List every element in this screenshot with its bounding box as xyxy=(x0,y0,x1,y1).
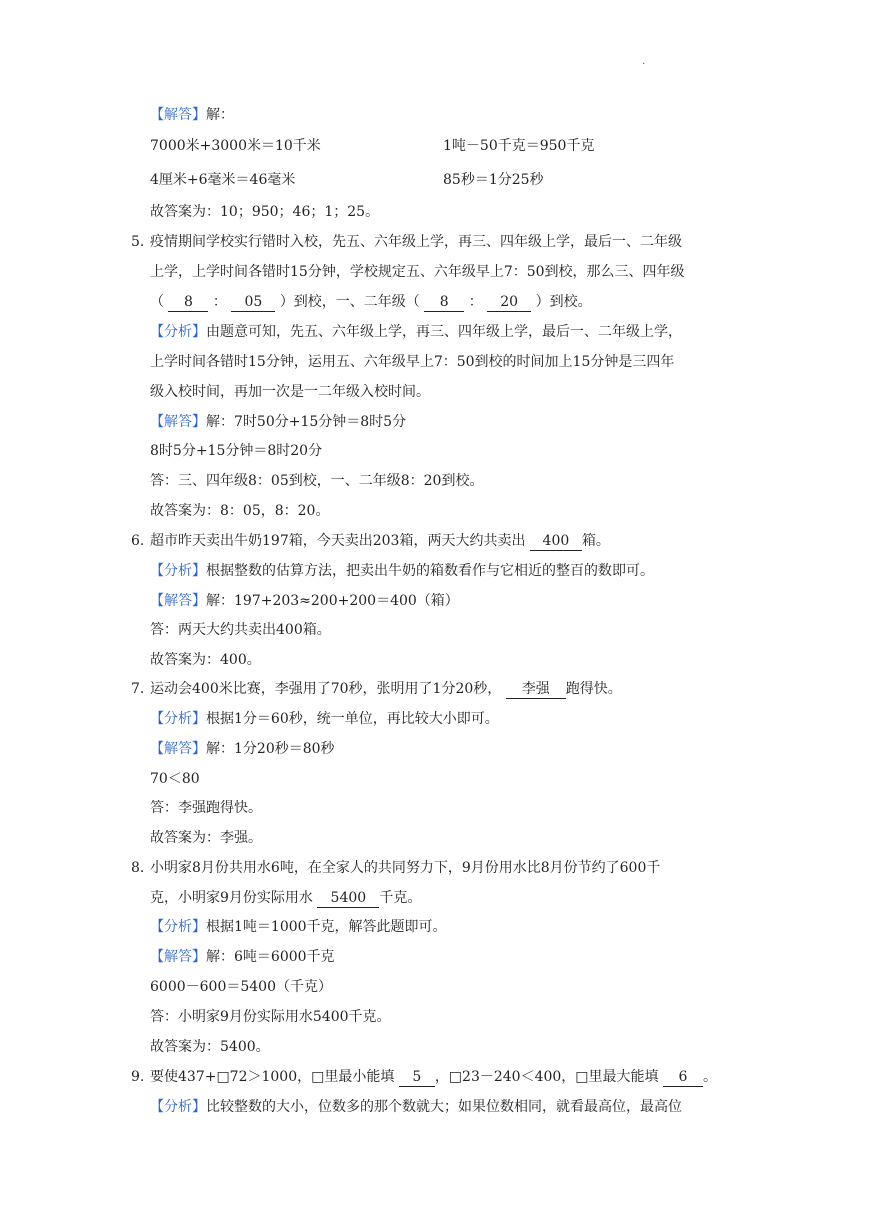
analysis-tag: 【分析】 xyxy=(150,563,206,579)
q6-step1: 解：197+203≈200+200＝400（箱） xyxy=(206,593,459,609)
q5-final: 故答案为：8：05，8：20。 xyxy=(150,503,330,519)
q7-step1: 解：1分20秒＝80秒 xyxy=(206,741,335,757)
q5-blank-min2: 20 xyxy=(487,293,531,312)
q8-tail: 千克。 xyxy=(379,890,422,906)
q8-final: 故答案为：5400。 xyxy=(150,1039,270,1055)
q7-answer-line xyxy=(150,739,335,759)
q5-colon2: ： xyxy=(468,294,483,310)
q5-blank-hour2: 8 xyxy=(424,293,464,312)
q6-number: 6. xyxy=(131,533,145,549)
q8-step3: 答：小明家9月份实际用水5400千克。 xyxy=(150,1009,391,1025)
q8-line1: 小明家8月份共用水6吨，在全家人的共同努力下，9月份用水比8月份节约了600千 xyxy=(150,860,661,876)
q6-line xyxy=(150,531,610,551)
q5-step1: 解：7时50分+15分钟＝8时5分 xyxy=(206,414,407,430)
q7-blank: 李强 xyxy=(506,680,566,699)
q9-blank2: 6 xyxy=(663,1068,703,1087)
q6-tail: 箱。 xyxy=(581,533,610,549)
q6-text: 超市昨天卖出牛奶197箱，今天卖出203箱，两天大约共卖出 xyxy=(150,533,526,549)
q5-tail-text: ）到校。 xyxy=(535,294,592,310)
q8-step2: 6000－600＝5400（千克） xyxy=(150,979,332,995)
q5-line2: 上学，上学时间各错时15分钟，学校规定五、六年级早上7：50到校，那么三、四年级 xyxy=(150,264,685,280)
q9-blank1: 5 xyxy=(399,1068,435,1087)
q5-line1: 疫情期间学校实行错时入校，先五、六年级上学，再三、四年级上学，最后一、二年级 xyxy=(150,234,682,250)
q6-step2: 答：两天大约共卖出400箱。 xyxy=(150,622,331,638)
q7-analysis-line xyxy=(150,709,499,729)
q5-number: 5. xyxy=(131,234,145,250)
q9-text2: ，□23－240＜400，□里最大能填 xyxy=(434,1069,659,1085)
answer-tag: 【解答】 xyxy=(150,107,206,123)
q6-analysis-text: 根据整数的估算方法，把卖出牛奶的箱数看作与它相近的整百的数即可。 xyxy=(206,563,654,579)
q5-blank-min1: 05 xyxy=(231,293,275,312)
q7-tail: 跑得快。 xyxy=(565,681,622,697)
q5-analysis-line2: 上学时间各错时15分钟，运用五、六年级早上7：50到校的时间加上15分钟是三四年 xyxy=(150,354,675,370)
answer-tag: 【解答】 xyxy=(150,414,206,430)
q5-line3 xyxy=(150,292,592,312)
q4-eq1: 7000米+3000米＝10千米 xyxy=(150,138,321,154)
answer-tag: 【解答】 xyxy=(150,741,206,757)
q5-blank-hour1: 8 xyxy=(168,293,208,312)
q5-step3: 答：三、四年级8：05到校，一、二年级8：20到校。 xyxy=(150,473,484,489)
q9-line xyxy=(150,1067,717,1087)
q7-line xyxy=(150,679,622,699)
q9-text1: 要使437+□72＞1000，□里最小能填 xyxy=(150,1069,395,1085)
analysis-tag: 【分析】 xyxy=(150,711,206,727)
q4-eq2: 1吨－50千克＝950千克 xyxy=(443,138,595,154)
q4-solve: 解： xyxy=(206,107,234,123)
q5-analysis-line1 xyxy=(150,322,682,342)
q5-answer-line xyxy=(150,412,406,432)
q8-text: 克，小明家9月份实际用水 xyxy=(150,890,313,906)
q5-mid-text: ）到校，一、二年级（ xyxy=(279,294,420,310)
q7-text: 运动会400米比赛，李强用了70秒，张明用了1分20秒， xyxy=(150,681,502,697)
q9-analysis-text: 比较整数的大小，位数多的那个数就大；如果位数相同，就看最高位，最高位 xyxy=(206,1099,682,1115)
q4-answer-line xyxy=(150,105,234,125)
q5-analysis-line3: 级入校时间，再加一次是一二年级入校时间。 xyxy=(150,384,430,400)
header-dot: . xyxy=(642,56,646,67)
q6-answer-line xyxy=(150,591,459,611)
answer-tag: 【解答】 xyxy=(150,949,206,965)
analysis-tag: 【分析】 xyxy=(150,919,206,935)
answer-tag: 【解答】 xyxy=(150,593,206,609)
q8-analysis-line xyxy=(150,917,447,937)
q8-analysis-text: 根据1吨＝1000千克，解答此题即可。 xyxy=(206,919,447,935)
q7-number: 7. xyxy=(131,681,145,697)
q8-blank: 5400 xyxy=(317,889,379,908)
q5-colon1: ： xyxy=(212,294,227,310)
q4-eq4: 85秒＝1分25秒 xyxy=(443,172,544,188)
q7-final: 故答案为：李强。 xyxy=(150,830,262,846)
q5-step2: 8时5分+15分钟＝8时20分 xyxy=(150,443,323,459)
analysis-tag: 【分析】 xyxy=(150,1099,206,1115)
q9-text3: 。 xyxy=(702,1069,717,1085)
q4-final: 故答案为：10；950；46；1；25。 xyxy=(150,204,380,220)
q8-line2 xyxy=(150,888,421,908)
q7-analysis-text: 根据1分＝60秒，统一单位，再比较大小即可。 xyxy=(206,711,499,727)
q6-final: 故答案为：400。 xyxy=(150,652,261,668)
analysis-tag: 【分析】 xyxy=(150,324,206,340)
q5-analysis-text1: 由题意可知，先五、六年级上学，再三、四年级上学，最后一、二年级上学， xyxy=(206,324,682,340)
q6-blank: 400 xyxy=(530,532,582,551)
q7-step2: 70＜80 xyxy=(150,771,200,787)
q8-answer-line xyxy=(150,947,335,967)
q8-step1: 解：6吨＝6000千克 xyxy=(206,949,335,965)
q6-analysis-line xyxy=(150,561,654,581)
q5-paren-open: （ xyxy=(150,294,164,310)
q8-number: 8. xyxy=(131,860,145,876)
q7-step3: 答：李强跑得快。 xyxy=(150,800,262,816)
q9-analysis-line xyxy=(150,1097,682,1117)
q4-eq3: 4厘米+6毫米＝46毫米 xyxy=(150,172,296,188)
q9-number: 9. xyxy=(131,1069,145,1085)
